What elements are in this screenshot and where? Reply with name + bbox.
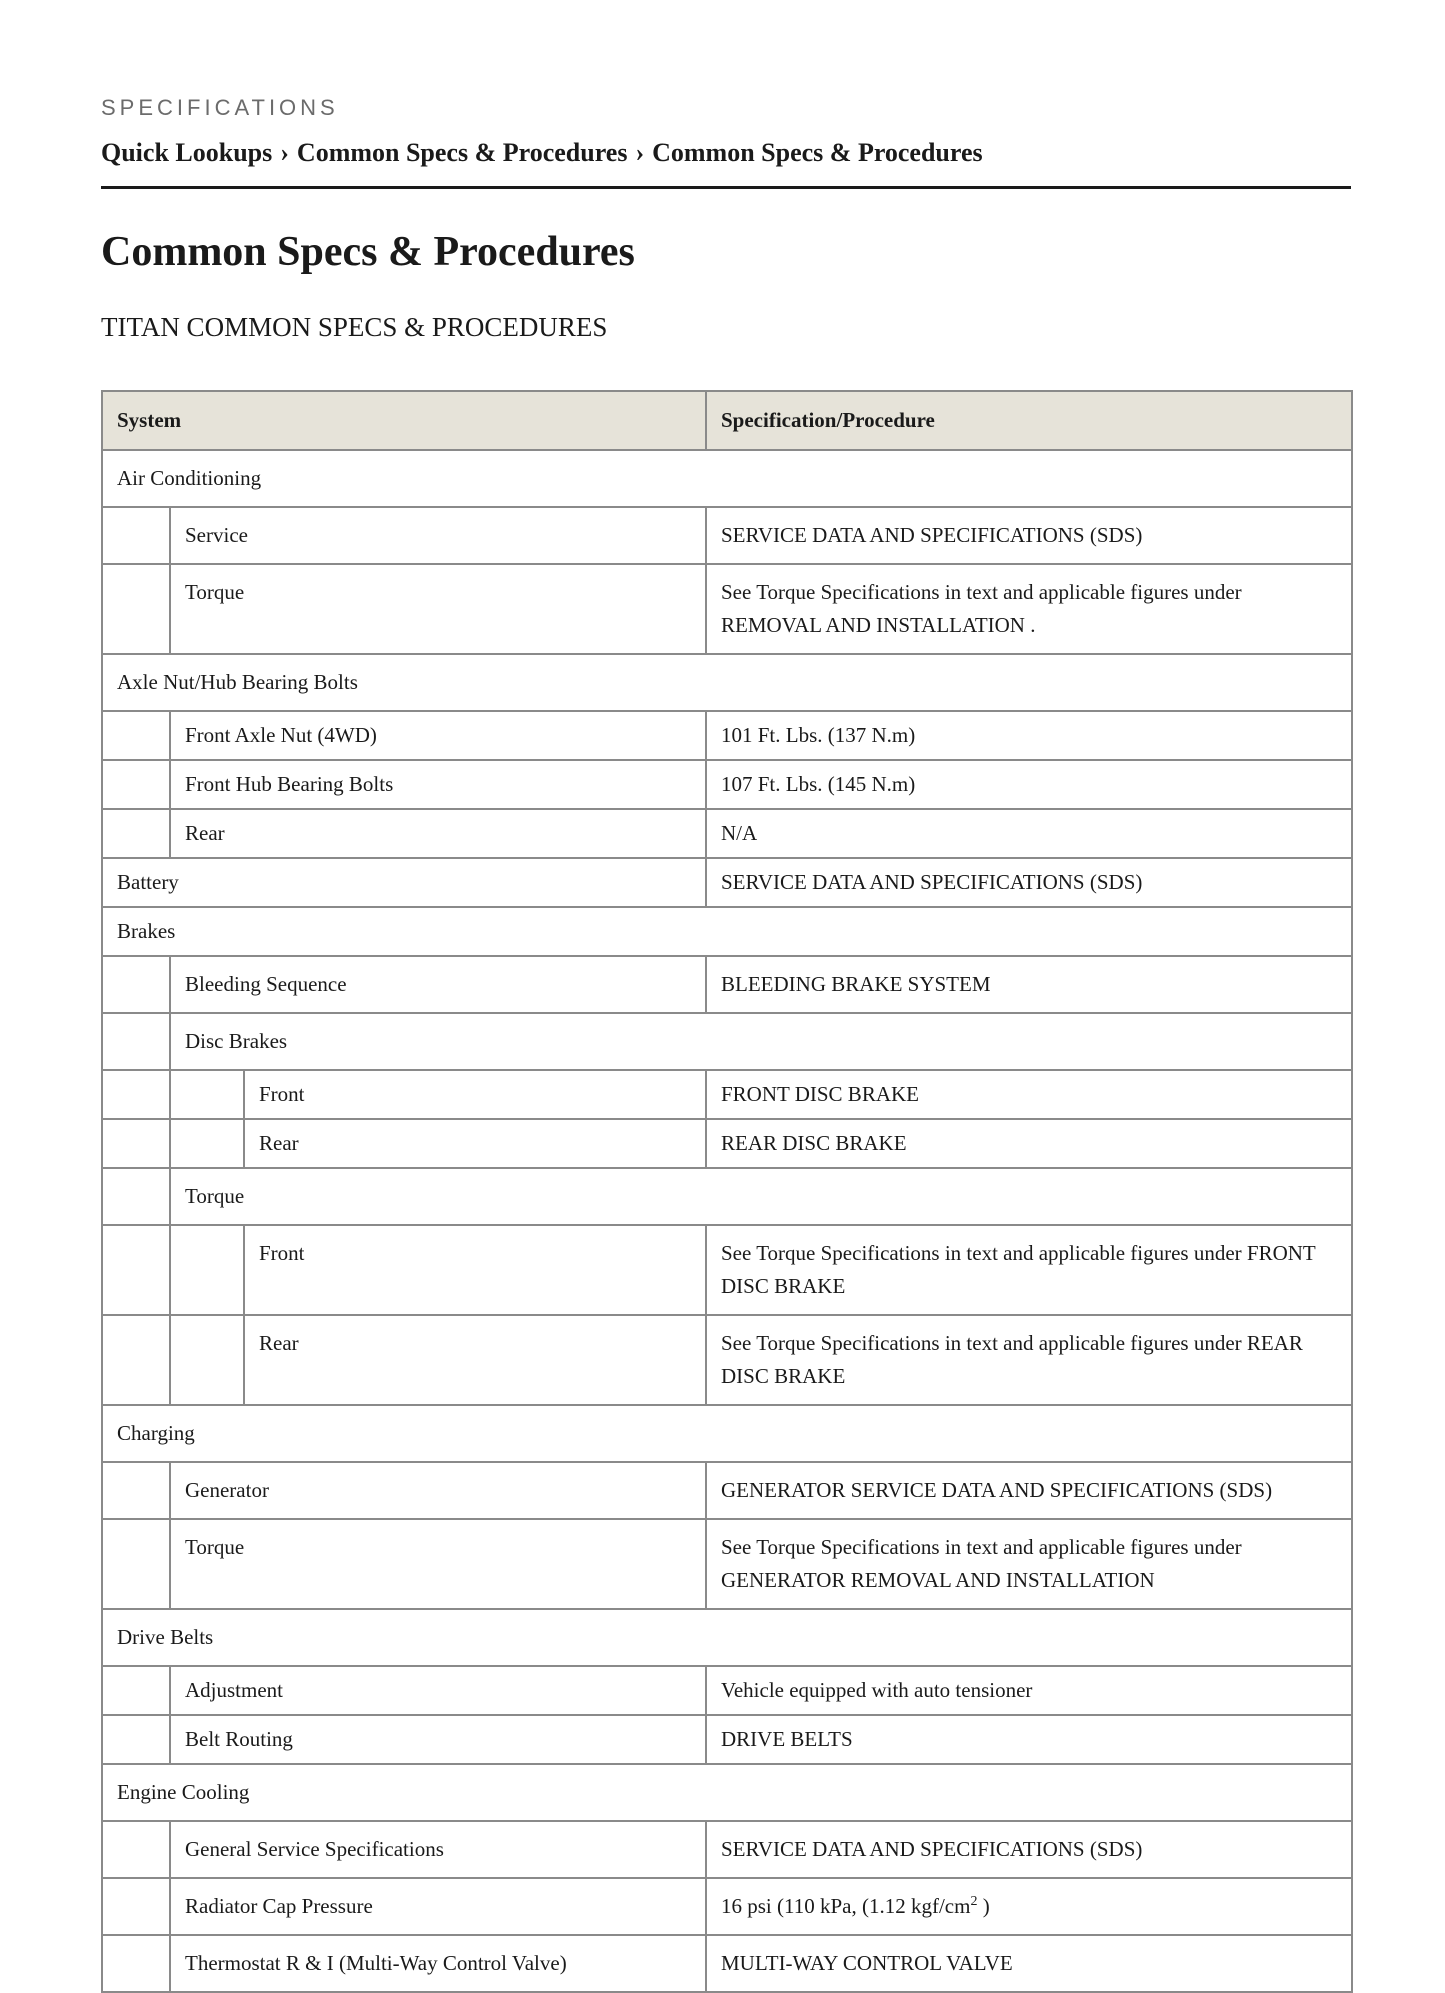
spec-text-suffix: )	[977, 1894, 990, 1918]
spec-cell	[706, 809, 1352, 858]
table-row	[102, 1821, 1352, 1878]
table-row	[102, 1715, 1352, 1764]
system-cell: Service	[170, 507, 706, 564]
table-row	[102, 1519, 1352, 1609]
table-row	[102, 858, 1352, 907]
indent-cell	[102, 1666, 170, 1715]
indent-cell	[102, 809, 170, 858]
breadcrumb-item-quick-lookups[interactable]: Quick Lookups	[101, 138, 273, 167]
indent-cell	[102, 1519, 170, 1609]
table-row	[102, 760, 1352, 809]
table-row	[102, 711, 1352, 760]
system-cell: Drive Belts	[102, 1609, 1352, 1666]
breadcrumb-item-common-specs[interactable]: Common Specs & Procedures	[296, 138, 628, 167]
spec-cell	[706, 1878, 1352, 1935]
table-row	[102, 654, 1352, 711]
spec-cell	[706, 1462, 1352, 1519]
spec-cell	[706, 956, 1352, 1013]
spec-text: 16 psi (110 kPa, (1.12 kgf/cm	[721, 1894, 971, 1918]
indent-cell	[102, 1462, 170, 1519]
system-cell: Torque	[170, 564, 706, 654]
indent-cell	[102, 1225, 170, 1315]
spec-cell	[706, 1715, 1352, 1764]
breadcrumb-separator: ›	[280, 138, 289, 167]
table-row	[102, 1935, 1352, 1992]
spec-text: See Torque Specifications in text and applicable figures under FRONT DISC BRAKE	[721, 1241, 1316, 1298]
spec-text: MULTI-WAY CONTROL VALVE	[721, 1951, 1013, 1975]
page-title: Common Specs & Procedures	[101, 229, 635, 275]
table-row	[102, 1764, 1352, 1821]
system-cell: Axle Nut/Hub Bearing Bolts	[102, 654, 1352, 711]
section-label: SPECIFICATIONS	[101, 95, 339, 120]
table-row	[102, 564, 1352, 654]
system-cell: Air Conditioning	[102, 450, 1352, 507]
system-cell: Torque	[170, 1519, 706, 1609]
indent-cell	[102, 1070, 170, 1119]
table-body	[102, 450, 1352, 1992]
spec-text: BLEEDING BRAKE SYSTEM	[721, 972, 991, 996]
spec-cell	[706, 1666, 1352, 1715]
indent-cell	[102, 956, 170, 1013]
table-row	[102, 1315, 1352, 1405]
table-row	[102, 809, 1352, 858]
system-cell: Front	[244, 1070, 706, 1119]
system-cell: Engine Cooling	[102, 1764, 1352, 1821]
system-cell: Bleeding Sequence	[170, 956, 706, 1013]
spec-text: SERVICE DATA AND SPECIFICATIONS (SDS)	[721, 523, 1143, 547]
spec-cell	[706, 760, 1352, 809]
system-cell: Rear	[170, 809, 706, 858]
table-row	[102, 1405, 1352, 1462]
spec-cell	[706, 1225, 1352, 1315]
doc-subtitle: TITAN COMMON SPECS & PROCEDURES	[101, 312, 608, 342]
specs-table	[101, 390, 1353, 1993]
breadcrumb-item-current: Common Specs & Procedures	[652, 138, 983, 167]
spec-cell	[706, 711, 1352, 760]
column-header-spec: Specification/Procedure	[706, 391, 1352, 450]
spec-text: SERVICE DATA AND SPECIFICATIONS (SDS)	[721, 870, 1143, 894]
spec-cell	[706, 1070, 1352, 1119]
indent-cell	[102, 1878, 170, 1935]
spec-superscript: 2	[970, 1894, 978, 1909]
spec-cell	[706, 507, 1352, 564]
system-cell: Battery	[102, 858, 706, 907]
spec-text: 107 Ft. Lbs. (145 N.m)	[721, 772, 916, 796]
indent-cell	[102, 1119, 170, 1168]
column-header-system: System	[102, 391, 706, 450]
spec-cell	[706, 1119, 1352, 1168]
system-cell: Front Axle Nut (4WD)	[170, 711, 706, 760]
spec-text: N/A	[721, 821, 758, 845]
spec-text: 101 Ft. Lbs. (137 N.m)	[721, 723, 916, 747]
system-cell: Adjustment	[170, 1666, 706, 1715]
system-cell: Disc Brakes	[170, 1013, 1352, 1070]
table-row	[102, 1878, 1352, 1935]
system-cell: Generator	[170, 1462, 706, 1519]
indent-cell	[102, 507, 170, 564]
table-row	[102, 1225, 1352, 1315]
spec-text: FRONT DISC BRAKE	[721, 1082, 919, 1106]
indent-cell	[102, 1013, 170, 1070]
table-row	[102, 956, 1352, 1013]
indent-cell	[102, 1821, 170, 1878]
spec-text: GENERATOR SERVICE DATA AND SPECIFICATIONS (SDS)	[721, 1478, 1273, 1502]
table-row	[102, 450, 1352, 507]
system-cell: Belt Routing	[170, 1715, 706, 1764]
indent-cell	[102, 1168, 170, 1225]
table-row	[102, 907, 1352, 956]
spec-text: See Torque Specifications in text and applicable figures under REAR DISC BRAKE	[721, 1331, 1303, 1388]
system-cell: Radiator Cap Pressure	[170, 1878, 706, 1935]
spec-text: DRIVE BELTS	[721, 1727, 853, 1751]
system-cell: Front Hub Bearing Bolts	[170, 760, 706, 809]
table-row	[102, 1666, 1352, 1715]
indent-cell	[170, 1119, 244, 1168]
system-cell: Rear	[244, 1119, 706, 1168]
indent-cell	[102, 1935, 170, 1992]
breadcrumb	[101, 138, 1351, 189]
system-cell: Front	[244, 1225, 706, 1315]
spec-text: SERVICE DATA AND SPECIFICATIONS (SDS)	[721, 1837, 1143, 1861]
system-cell: Thermostat R & I (Multi-Way Control Valve)	[170, 1935, 706, 1992]
indent-cell	[102, 711, 170, 760]
table-header-row	[102, 391, 1352, 450]
document-page	[101, 95, 1351, 1975]
system-cell: Brakes	[102, 907, 1352, 956]
spec-cell	[706, 1315, 1352, 1405]
breadcrumb-separator: ›	[635, 138, 645, 167]
spec-cell	[706, 1821, 1352, 1878]
indent-cell	[170, 1315, 244, 1405]
spec-cell	[706, 564, 1352, 654]
system-cell: Charging	[102, 1405, 1352, 1462]
spec-text: See Torque Specifications in text and applicable figures under GENERATOR REMOVAL AND INSTALLATION	[721, 1535, 1242, 1592]
spec-cell	[706, 1935, 1352, 1992]
spec-cell	[706, 1519, 1352, 1609]
table-row	[102, 507, 1352, 564]
spec-text: See Torque Specifications in text and applicable figures under REMOVAL AND INSTALLATION .	[721, 580, 1242, 637]
system-cell: Rear	[244, 1315, 706, 1405]
indent-cell	[102, 760, 170, 809]
table-row	[102, 1070, 1352, 1119]
spec-cell	[706, 858, 1352, 907]
indent-cell	[170, 1225, 244, 1315]
table-row	[102, 1462, 1352, 1519]
spec-text: REAR DISC BRAKE	[721, 1131, 907, 1155]
table-row	[102, 1168, 1352, 1225]
table-row	[102, 1013, 1352, 1070]
system-cell: General Service Specifications	[170, 1821, 706, 1878]
table-row	[102, 1119, 1352, 1168]
table-row	[102, 1609, 1352, 1666]
system-cell: Torque	[170, 1168, 1352, 1225]
indent-cell	[102, 1715, 170, 1764]
indent-cell	[102, 1315, 170, 1405]
spec-text: Vehicle equipped with auto tensioner	[721, 1678, 1033, 1702]
indent-cell	[102, 564, 170, 654]
indent-cell	[170, 1070, 244, 1119]
